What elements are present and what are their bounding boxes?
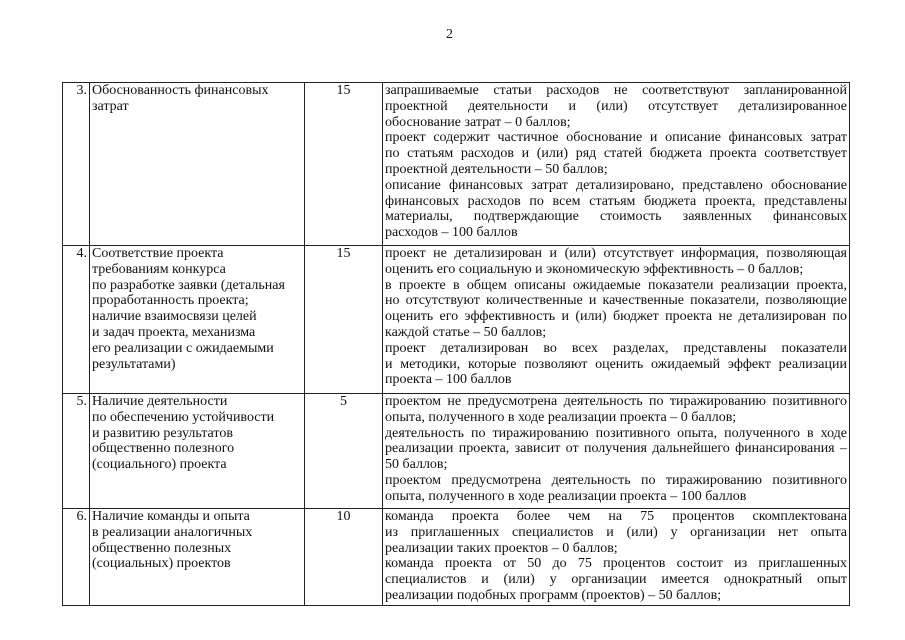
description-line: проектной деятельности – 50 баллов; xyxy=(385,161,608,177)
criterion-number: 3. xyxy=(63,83,90,246)
scoring-description xyxy=(383,83,850,246)
criterion-line: по разработке заявки (детальная xyxy=(92,277,285,293)
description-line: проектом не предусмотрена деятельность по тиражированию позитивного xyxy=(385,394,847,409)
description-line: команда проекта от 50 до 75 процентов состоит из приглашенных xyxy=(385,556,847,572)
criterion-line: Наличие команды и опыта xyxy=(92,509,250,524)
scoring-description xyxy=(383,246,850,394)
max-score: 5 xyxy=(305,394,383,509)
criterion-line: Соответствие проекта xyxy=(92,246,224,261)
description-line: 50 баллов; xyxy=(385,457,448,473)
description-line: финансовых расходов по всем статьям бюджета проекта, представлены xyxy=(385,193,847,209)
criterion-line: и развитию результатов xyxy=(92,425,233,441)
criterion-line: и задач проекта, механизма xyxy=(92,324,256,340)
description-line: реализации таких проектов – 0 баллов; xyxy=(385,540,618,556)
criterion-line: его реализации с ожидаемыми xyxy=(92,340,274,356)
criterion-line: наличие взаимосвязи целей xyxy=(92,309,257,325)
criterion-line: Обоснованность финансовых xyxy=(92,83,269,98)
criterion-number: 5. xyxy=(63,394,90,509)
scoring-description xyxy=(383,394,850,509)
criterion-line: Наличие деятельности xyxy=(92,394,228,409)
description-line: оценить его социальную и экономическую эффективность – 0 баллов; xyxy=(385,261,804,277)
description-line: и методики, которые позволяют оценить ожидаемый эффект реализации xyxy=(385,356,847,372)
description-line: проект детализирован во всех разделах, представлены показатели xyxy=(385,340,847,356)
criterion-number: 6. xyxy=(63,509,90,606)
description-line: команда проекта более чем на 75 процентов скомплектована xyxy=(385,509,847,524)
table-row xyxy=(63,83,850,246)
description-line: по статьям расходов и (или) ряд статей бюджета проекта соответствует xyxy=(385,146,847,162)
description-line: из приглашенных специалистов и (или) у организации нет опыта xyxy=(385,524,847,540)
criteria-table xyxy=(62,82,850,606)
criterion-line: в реализации аналогичных xyxy=(92,524,253,540)
description-line: реализации подобных программ (проектов) – 50 баллов; xyxy=(385,587,722,603)
table-row xyxy=(63,394,850,509)
criterion-line: общественно полезного xyxy=(92,441,235,457)
criterion-name xyxy=(90,83,305,246)
description-line: проект не детализирован и (или) отсутствует информация, позволяющая xyxy=(385,246,847,261)
criterion-name xyxy=(90,509,305,606)
description-line: расходов – 100 баллов xyxy=(385,225,518,241)
description-line: проект содержит частичное обоснование и описание финансовых затрат xyxy=(385,130,847,146)
description-line: но отсутствуют количественные и качественные показатели, позволяющие xyxy=(385,293,847,309)
description-line: проектом предусмотрена деятельность по тиражированию позитивного xyxy=(385,472,847,488)
scoring-description xyxy=(383,509,850,606)
description-line: деятельность по тиражированию позитивного опыта, полученного в ходе xyxy=(385,425,847,441)
description-line: проекта – 100 баллов xyxy=(385,372,512,388)
description-line: обоснование затрат – 0 баллов; xyxy=(385,114,571,130)
criterion-line: (социальных) проектов xyxy=(92,556,231,572)
description-line: запрашиваемые статьи расходов не соответствуют запланированной xyxy=(385,83,847,98)
table-row xyxy=(63,509,850,606)
criterion-name xyxy=(90,394,305,509)
max-score: 15 xyxy=(305,83,383,246)
criterion-line: проработанность проекта; xyxy=(92,293,249,309)
criterion-line: требованиям конкурса xyxy=(92,261,226,277)
table-row xyxy=(63,246,850,394)
page-number: 2 xyxy=(446,27,453,42)
description-line: оценить его эффективность и (или) бюджет проекта не детализирован по xyxy=(385,309,847,325)
description-line: опыта, полученного в ходе реализации проекта – 0 баллов; xyxy=(385,409,737,425)
max-score: 15 xyxy=(305,246,383,394)
description-line: в проекте в общем описаны ожидаемые показатели реализации проекта, xyxy=(385,277,847,293)
max-score: 10 xyxy=(305,509,383,606)
criterion-line: по обеспечению устойчивости xyxy=(92,409,275,425)
criterion-line: общественно полезных xyxy=(92,540,232,556)
description-line: каждой статье – 50 баллов; xyxy=(385,324,547,340)
description-line: опыта, полученного в ходе реализации проекта – 100 баллов xyxy=(385,488,747,504)
criterion-name xyxy=(90,246,305,394)
description-line: описание финансовых затрат детализировано, представлено обоснование xyxy=(385,177,847,193)
criterion-line: затрат xyxy=(92,98,129,114)
description-line: проектной деятельности и (или) отсутствует детализированное xyxy=(385,98,847,114)
description-line: материалы, подтверждающие стоимость заявленных финансовых xyxy=(385,209,847,225)
criterion-line: (социального) проекта xyxy=(92,457,227,473)
description-line: реализации проекта, зависит от получения дальнейшего финансирования – xyxy=(385,441,847,457)
criterion-number: 4. xyxy=(63,246,90,394)
criterion-line: результатами) xyxy=(92,356,176,372)
description-line: специалистов и (или) у организации имеется однократный опыт xyxy=(385,572,847,588)
